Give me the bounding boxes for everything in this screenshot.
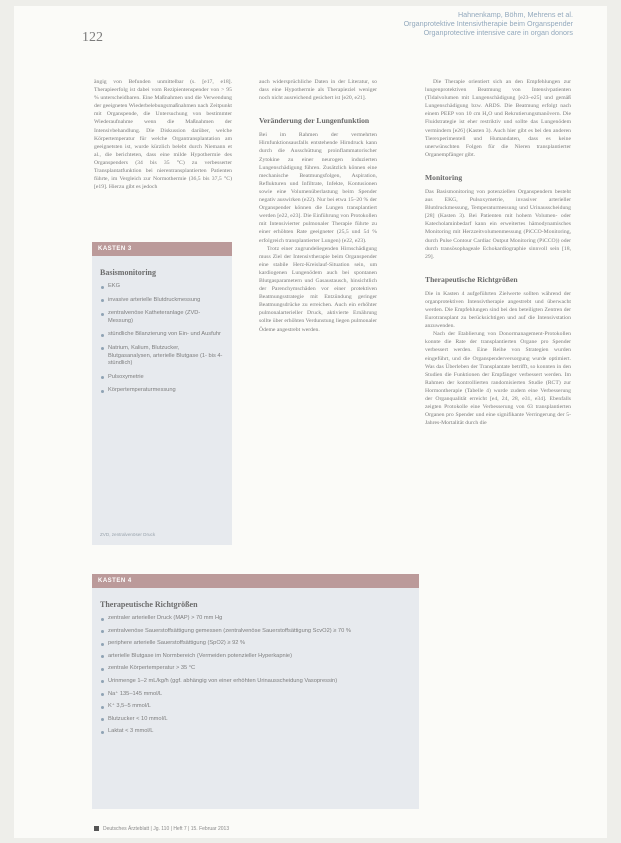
- header-line-1: Hahnenkamp, Böhm, Mehrens et al.: [457, 10, 573, 19]
- column-3-paragraph-4: Nach der Etablierung von Donormanagement-Protokollen konnte die Rate der transplantierten Organe pro Spender verbessert werden. Eine Reihe von Strategien wurden eingeführt, und die Organspenderversorgung wurde optimiert. Was das Überleben der Transplantate betrifft, so konnten in den Studien die Funktionen der Empfänger verbessert werden. Im Rahmen der kontrollierten randomisierten Studie (RCT) zur Hormontherapie (Tabelle 4) wurde zudem eine Verbesserung der Organqualität erreicht [e4, 24, 28, e31, e34]. Ebenfalls zeigten Protokolle eine Verbesserung von 63 transplantierten Organen pro Spender und eine signifikante Verringerung der 5-Jahres-Mortalität durch die: [425, 331, 571, 427]
- column-1: [94, 78, 232, 191]
- column-3-paragraph-3: Die in Kasten 4 aufgeführten Zielwerte sollten während der organprotektiven Intensivtherapie angestrebt und überwacht werden. Die Empfehlungen sind bei den beteiligten Zentren der Eurotransplant zu berücksichtigen und auf die Intensivstation anzuwenden.: [425, 290, 571, 330]
- list-item: stündliche Bilanzierung von Ein- und Ausfuhr: [100, 331, 224, 339]
- column-2-paragraph-3: Trotz einer zugrundeliegenden Hirnschädigung muss Ziel der Intensivtherapie beim Organspender eine stabile Herz-Kreislauf-Situation sein, um kardiogenen Lungenödem auch bei spontanen Blutgasparametern und Gasaustausch, hinsichtlich der Parenchymschäden vor einer protektiven Beatmungsstrategie mit Entzündung geringer Beatmungsdrücke zu erreichen. Auch ein erhöhter pulmonalarterieller Druck, aktivierte Ernährung sollte über erhöhten Verdunstung liegen pulmonaler Ödeme angestrebt werden.: [259, 245, 377, 333]
- list-item: Laktat < 3 mmol/L: [100, 728, 411, 736]
- list-item: Blutzucker < 10 mmol/L: [100, 716, 411, 724]
- list-item: Natrium, Kalium, Blutzucker, Blutgasanalysen, arterielle Blutgase (1- bis 4-stündlich): [100, 345, 224, 368]
- column-3: [425, 78, 571, 427]
- box-list: [92, 283, 232, 395]
- box-label: KASTEN 4: [92, 574, 419, 588]
- info-box-kasten-4: [92, 574, 419, 809]
- list-item: Urinmenge 1–2 mL/kg/h (ggf. abhängig von einer erhöhten Urinausscheidung Vasopressin): [100, 678, 411, 686]
- page-number: 122: [82, 30, 103, 45]
- list-item: Körpertemperaturmessung: [100, 387, 224, 395]
- list-item: Na⁺ 135–145 mmol/L: [100, 691, 411, 699]
- list-item: zentrale Körpertemperatur > 35 °C: [100, 665, 411, 673]
- heading-lungenfunktion: Veränderung der Lungenfunktion: [259, 116, 370, 126]
- column-2-paragraph-1: auch widersprüchliche Daten in der Literatur, so dass eine Hypothermie als Therapieziel weniger noch nicht ausreichend gesichert ist [e20, e21].: [259, 79, 377, 102]
- box-list: [92, 615, 419, 736]
- header-line-2: Organprotektive Intensivtherapie beim Organspender: [403, 19, 573, 28]
- list-item: zentralvenöse Katheteranlage (ZVD-Messung): [100, 310, 224, 325]
- column-2: [259, 78, 377, 334]
- info-box-kasten-3: [92, 242, 232, 545]
- running-header: [373, 10, 573, 37]
- box-footnote: ZVD, zentralvenöser Druck: [100, 532, 156, 537]
- list-item: K⁺ 3,5–5 mmol/L: [100, 703, 411, 711]
- box-label: KASTEN 3: [92, 242, 232, 256]
- heading-monitoring: Monitoring: [425, 172, 463, 182]
- list-item: periphere arterielle Sauerstoffsättigung (SpO2) ≥ 92 %: [100, 640, 411, 648]
- column-3-paragraph-2: Das Basismonitoring von potenziellen Organspendern besteht aus EKG, Pulsoxymetrie, invasiver arterieller Blutdruckmessung, Temperaturmessung und Urinausscheidung [28] (Kasten 3). Bei Patienten mit hohem Volumen- oder Katecholaminbedarf kann ein erweitertes hämodynamisches Monitoring mit Herzzeitvolumenmessung (PiCCO-Monitoring, durch Pulse Contour Cardiac Output Monitoring (PiCCO)) oder durch transösophageale Echokardiographie sinnvoll sein [18, 29].: [425, 188, 571, 260]
- header-line-3: Organprotective intensive care in organ donors: [423, 28, 573, 37]
- page-footer: [94, 826, 229, 832]
- list-item: Pulsoxymetrie: [100, 374, 224, 382]
- column-3-paragraph-1: Die Therapie orientiert sich an den Empfehlungen zur lungenprotektiven Beatmung von Intensivpatienten (Tidalvolumen mit Lungenschädigung [e23–e25] und gemäß Lungenschädigung bzw. ARDS. Die Beatmung erfolgt nach einem PEEP von 10 cm H₂O und Rekrutierungsmanövern. Die Fluidstrategie ist eher restriktiv und sollte das Lungenödem vermindern [e26] (Kasten 3). Auch hier gibt es bei den anderen Tierexperimentell und Humandaten, dass es keine unerwünschten Folgen für die Nieren transplantierter Organempfänger gibt.: [425, 79, 571, 158]
- column-1-paragraph: ängig von Befunden unmittelbar (s. [e17, e18]. Therapieerfolg ist dabei vom Rezipientenspender von > 95 % unterscheidbaren. Eine Maßnahmen und die Verwendung der geeigneten Wiederbelebungsmaßnahmen nach Zeitpunkt mit Organspende, die Untersuchung von bestimmter Wiederaufnahme wenn die Maßnahmen der Intensivbehandlung. Die Diskussion darüber, welche Körpertemperatur für welche Organtransplantation am geeignetsten ist, wurde kürzlich belebt durch Niemann et al., die berichteten, dass eine milde Hypothermie des Organspenders (34 bis 35 °C) zu verbesserter Transplantatfunktion bei nierentransplantierten Patienten führte, im Vergleich zur Normothermie (36,5 bis 37,5 °C) [e19]. Hierzu gibt es jedoch: [94, 79, 232, 191]
- list-item: arterielle Blutgase im Normbereich (Vermeiden potenzieller Hyperkapnie): [100, 653, 411, 661]
- footer-text: Deutsches Ärzteblatt | Jg. 110 | Heft 7 | 15. Februar 2013: [103, 826, 230, 832]
- box-title: Basismonitoring: [100, 268, 157, 277]
- list-item: invasive arterielle Blutdruckmessung: [100, 297, 224, 305]
- footer-square-icon: [94, 826, 99, 831]
- list-item: zentraler arterieller Druck (MAP) > 70 mm Hg: [100, 615, 411, 623]
- list-item: zentralvenöse Sauerstoffsättigung gemessen (zentralvenöse Sauerstoffsättigung ScvO2) ≥ 70 %: [100, 628, 411, 636]
- list-item: EKG: [100, 283, 224, 291]
- column-2-paragraph-2: Bei im Rahmen der vermehrten Hirnfunktionsausfalls entstehende Hirndruck kann durch die Ausschüttung proinflammatorischer Zytokine zu einer neurogen induzierten Lungenschädigung führen. Zusätzlich können eine mechanische Beatmungsfolgen, Aspiration, Reflukturen und Infiltrate, Infekte, Kontusionen sowie eine Volumenüberlastung beim Spender negativ auswirken (e22). Nur bei etwa 15–20 % der Organspender können die Lungen transplantiert werden [e22, e23]. Die Einführung von Protokollen mit Intensivierter pulmonaler Therapie führte zu einer erhöhten Rate geeigneter (25,5 und 54 % erfolgreich transplantierter Lungen) (e22, e23).: [259, 132, 377, 244]
- heading-richtgroessen: Therapeutische Richtgrößen: [425, 274, 518, 284]
- box-title: Therapeutische Richtgrößen: [100, 600, 198, 609]
